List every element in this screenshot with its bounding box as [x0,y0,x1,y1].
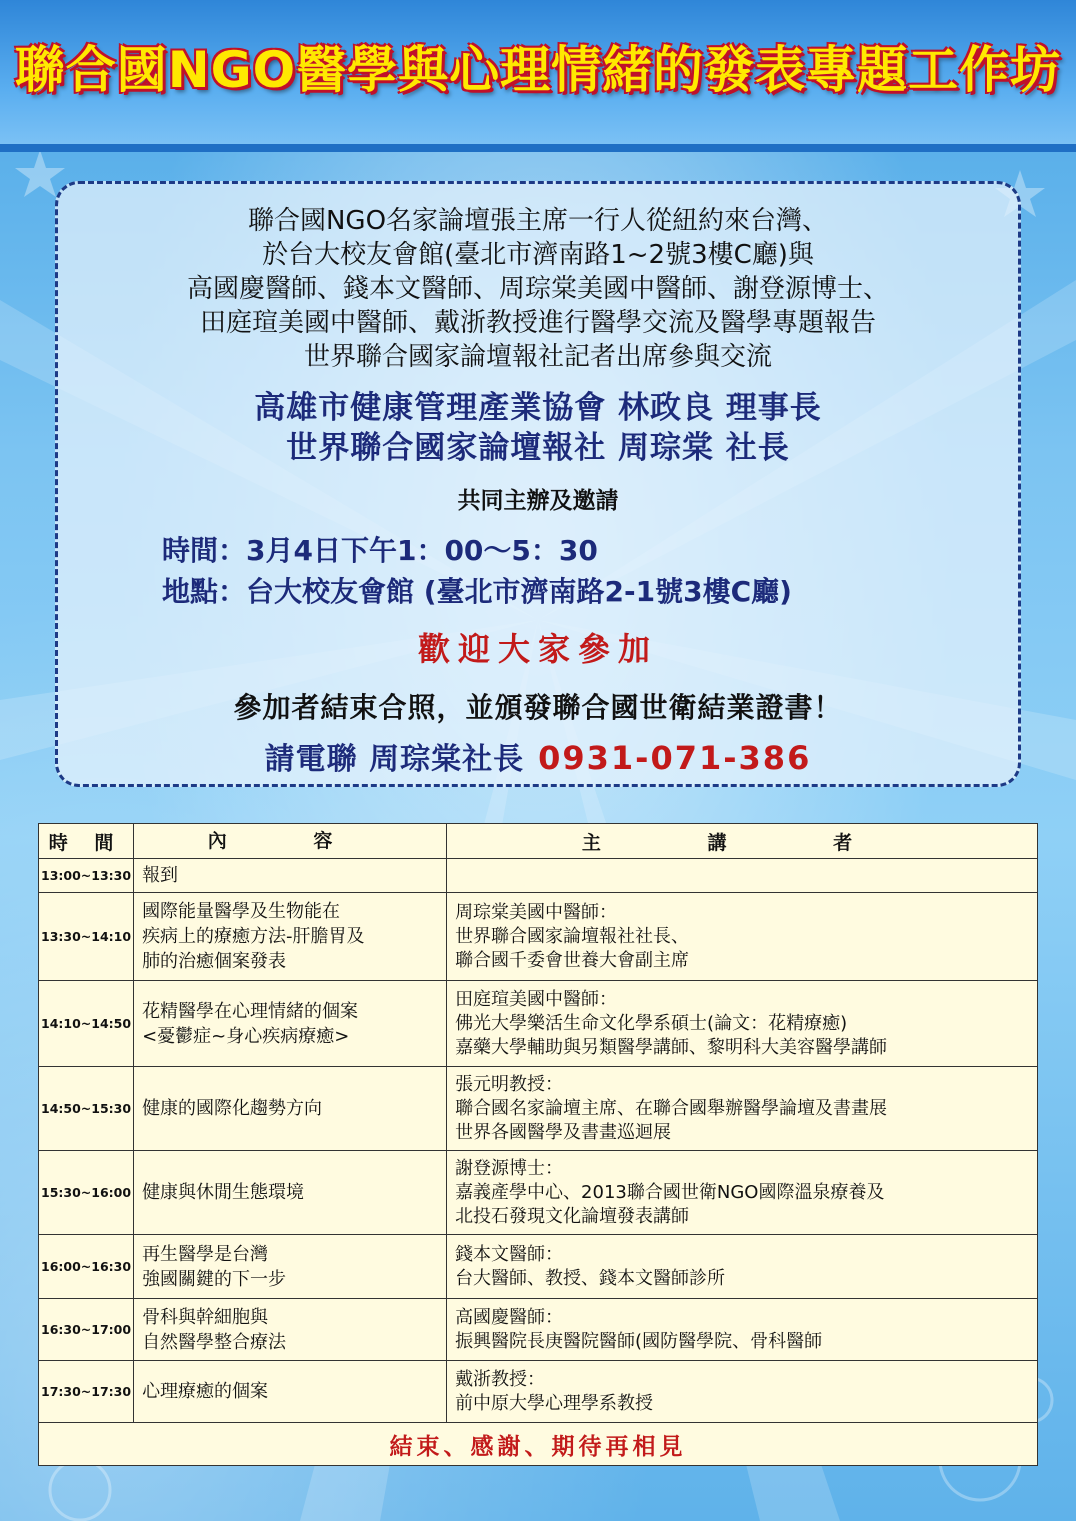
speaker-line: 周琮棠美國中醫師： [455,901,618,923]
speaker-line: 錢本文醫師： [455,1243,564,1265]
row-time: 17:30~17:30 [39,1361,134,1423]
speaker-line: 高國慶醫師： [455,1306,564,1328]
speaker-line: 北投石發現文化論壇發表講師 [455,1205,690,1227]
schedule-header-row [39,824,1038,859]
intro-line-5: 世界聯合國家論壇報社記者出席參與交流 [303,342,772,372]
event-info-box [55,181,1021,787]
co-host-text: 共同主辦及邀請 [457,488,619,514]
speaker-line: 張元明教授： [455,1073,564,1095]
schedule-row [39,1361,1038,1423]
row-speaker [447,981,1038,1067]
row-speaker [447,893,1038,981]
certificate-text: 參加者結束合照，並頒發聯合國世衛結業證書！ [233,691,843,724]
closing-text: 結束、感謝、期待再相見 [39,1423,1038,1466]
topic-line: 報到 [142,865,179,886]
schedule-row [39,1299,1038,1361]
speaker-line: 嘉義產學中心、2013聯合國世衛NGO國際溫泉療養及 [455,1181,885,1203]
organizer-2: 世界聯合國家論壇報社 周琮棠 社長 [286,430,790,466]
row-speaker [447,1361,1038,1423]
row-speaker [447,859,1038,893]
topic-line: <憂鬱症~身心疾病療癒> [142,1025,350,1047]
speaker-line: 田庭瑄美國中醫師： [455,988,618,1010]
row-speaker [447,1235,1038,1299]
row-topic [134,1235,447,1299]
topic-line: 強國關鍵的下一步 [142,1268,287,1290]
speaker-line: 世界各國醫學及書畫巡迴展 [455,1121,672,1143]
topic-line: 自然醫學整合療法 [142,1331,287,1353]
topic-line: 健康的國際化趨勢方向 [142,1098,323,1119]
row-time: 14:50~15:30 [39,1067,134,1151]
contact-line [58,734,1018,778]
speaker-line: 振興醫院長庚醫院醫師(國防醫學院、骨科醫師 [455,1330,823,1352]
row-speaker [447,1067,1038,1151]
row-time: 14:10~14:50 [39,981,134,1067]
topic-line: 疾病上的療癒方法-肝膽胃及 [142,926,365,947]
contact-phone[interactable]: 0931-071-386 [538,739,812,777]
header-speaker: 主 講 者 [447,824,1038,859]
row-speaker [447,1299,1038,1361]
row-time: 13:30~14:10 [39,893,134,981]
schedule-row [39,1067,1038,1151]
topic-line: 再生醫學是台灣 [142,1243,269,1265]
speaker-line: 佛光大學樂活生命文化學系碩士(論文：花精療癒) [455,1012,848,1034]
header-divider [0,144,1076,152]
intro-line-3: 高國慶醫師、錢本文醫師、周琮棠美國中醫師、謝登源博士、 [186,274,889,304]
row-speaker [447,1151,1038,1235]
speaker-line: 台大醫師、教授、錢本文醫師診所 [455,1267,726,1289]
schedule-row [39,1235,1038,1299]
schedule-row [39,893,1038,981]
schedule-footer-row [39,1423,1038,1466]
speaker-line: 嘉藥大學輔助與另類醫學講師、黎明科大美容醫學講師 [455,1036,888,1058]
schedule-row [39,981,1038,1067]
welcome-text: 歡迎大家參加 [417,630,658,668]
contact-label: 請電聯 周琮棠社長 [264,742,525,777]
row-topic [134,1299,447,1361]
topic-line: 心理療癒的個案 [142,1381,269,1402]
event-time: 時間：3月4日下午1：00～5：30 [162,534,598,567]
schedule-row [39,859,1038,893]
intro-line-1: 聯合國NGO名家論壇張主席一行人從紐約來台灣、 [247,206,829,236]
intro-line-4: 田庭瑄美國中醫師、戴浙教授進行醫學交流及醫學專題報告 [199,308,876,338]
row-topic [134,1361,447,1423]
row-time: 15:30~16:00 [39,1151,134,1235]
intro-line-2: 於台大校友會館(臺北市濟南路1~2號3樓C廳)與 [262,240,814,270]
row-topic [134,859,447,893]
header-topic: 內 容 [134,824,447,859]
topic-line: 骨科與幹細胞與 [142,1306,269,1328]
speaker-line: 聯合國千委會世養大會副主席 [455,949,690,971]
speaker-line: 戴浙教授： [455,1368,546,1390]
topic-line: 肺的治癒個案發表 [142,951,287,972]
row-time: 16:30~17:00 [39,1299,134,1361]
row-time: 13:00~13:30 [39,859,134,893]
row-topic [134,981,447,1067]
topic-line: 健康與休閒生態環境 [142,1182,305,1203]
organizer-1: 高雄市健康管理產業協會 林政良 理事長 [254,390,822,426]
row-topic [134,893,447,981]
row-topic [134,1151,447,1235]
speaker-line: 謝登源博士： [455,1157,564,1179]
event-place: 地點：台大校友會館 (臺北市濟南路2-1號3樓C廳) [162,575,792,608]
speaker-line: 聯合國名家論壇主席、在聯合國舉辦醫學論壇及書畫展 [455,1097,888,1119]
speaker-line: 世界聯合國家論壇報社社長、 [455,925,690,947]
topic-line: 花精醫學在心理情緒的個案 [142,1000,359,1022]
header-time: 時 間 [39,824,134,859]
topic-line: 國際能量醫學及生物能在 [142,901,341,922]
schedule-table [38,823,1038,1466]
speaker-line: 前中原大學心理學系教授 [455,1392,654,1414]
row-time: 16:00~16:30 [39,1235,134,1299]
row-topic [134,1067,447,1151]
schedule-row [39,1151,1038,1235]
page-title: 聯合國NGO醫學與心理情緒的發表專題工作坊 [14,41,1062,99]
